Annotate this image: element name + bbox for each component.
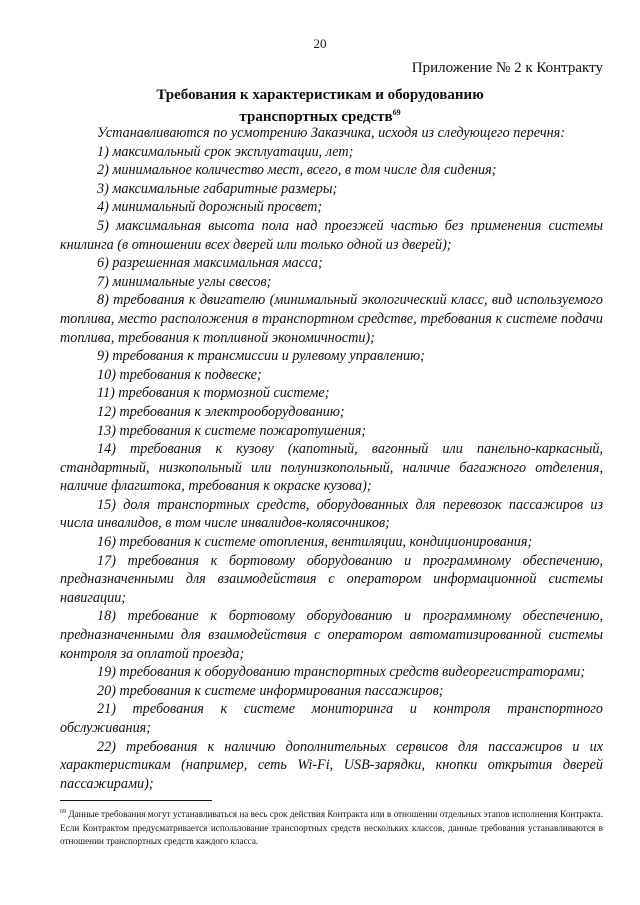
list-item: 19) требования к оборудованию транспортных средств видеорегистраторами; [97, 664, 586, 681]
list-item: 7) минимальные углы свесов; [97, 273, 272, 290]
appendix-label: Приложение № 2 к Контракту [411, 60, 603, 76]
list-item: 13) требования к системе пожаротушения; [97, 422, 367, 439]
list-item: 1) максимальный срок эксплуатации, лет; [97, 143, 354, 160]
title-line-1: Требования к характеристикам и оборудованию [156, 87, 484, 103]
intro-paragraph: Устанавливаются по усмотрению Заказчика, исходя из следующего перечня: [97, 125, 565, 141]
list-item: 22) требования к наличию дополнительных сервисов для пассажиров и их характеристикам (например, сеть Wi-Fi, USB-зарядки, кнопки открытия дверей пассажирами); [60, 738, 603, 792]
list-item: 8) требования к двигателю (минимальный экологический класс, вид используемого топлива, место расположения в транспортном средстве, требования к системе подачи топлива, требования к топливной экономичности); [60, 292, 603, 346]
list-item: 10) требования к подвеске; [97, 366, 262, 383]
requirements-list [60, 124, 603, 793]
list-item: 9) требования к трансмиссии и рулевому управлению; [97, 348, 425, 365]
list-item: 18) требование к бортовому оборудованию и программному обеспечению, предназначенными для взаимодействия с оператором автоматизированной системы контроля за оплатой проезда; [60, 608, 603, 662]
list-item: 11) требования к тормозной системе; [97, 385, 330, 402]
document-title [0, 86, 640, 126]
list-item: 3) максимальные габаритные размеры; [97, 180, 338, 197]
footnote [60, 806, 603, 849]
list-item: 17) требования к бортовому оборудованию и программному обеспечению, предназначенными для взаимодействия с оператором информационной системы навигации; [60, 552, 603, 606]
title-footnote-mark: 69 [392, 108, 401, 117]
list-item: 16) требования к системе отопления, вентиляции, кондиционирования; [97, 534, 533, 551]
footnote-text: Данные требования могут устанавливаться на весь срок действия Контракта или в отношении отдельных этапов исполнения Контракта. Если Контрактом предусматривается использование транспортных средств нескольких классов, данные требования устанавливаются в отношении транспортных средств каждого класса. [60, 809, 603, 846]
footnote-divider [60, 800, 212, 801]
page-number: 20 [313, 36, 327, 51]
list-item: 14) требования к кузову (капотный, вагонный или панельно-каркасный, стандартный, низкопольный или полунизкопольный, наличие багажного отделения, наличие флагштока, требования к окраске кузова); [60, 441, 603, 495]
list-item: 5) максимальная высота пола над проезжей частью без применения системы книлинга (в отношении всех дверей или только одной из дверей); [60, 217, 603, 253]
title-line-2-text: транспортных средств [239, 109, 393, 125]
footnote-mark: 69 [60, 809, 66, 815]
list-item: 6) разрешенная максимальная масса; [97, 255, 323, 272]
title-line-2 [0, 104, 640, 126]
list-item: 12) требования к электрооборудованию; [97, 403, 345, 420]
list-item: 15) доля транспортных средств, оборудованных для перевозок пассажиров из числа инвалидов, в том числе инвалидов-колясочников; [60, 496, 603, 532]
list-item: 4) минимальный дорожный просвет; [97, 199, 323, 216]
list-item: 21) требования к системе мониторинга и контроля транспортного обслуживания; [60, 701, 603, 736]
list-item: 20) требования к системе информирования пассажиров; [97, 682, 444, 699]
list-item: 2) минимальное количество мест, всего, в том числе для сидения; [97, 162, 497, 179]
